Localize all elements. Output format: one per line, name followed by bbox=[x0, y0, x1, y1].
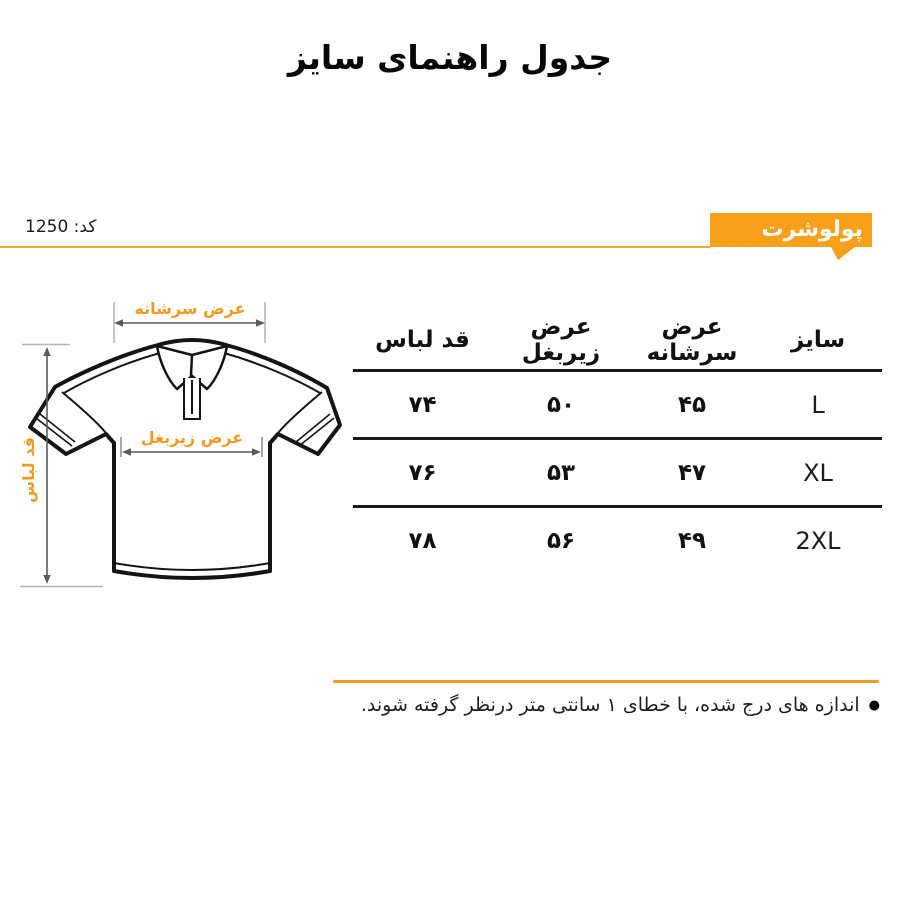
length-value: ۷۸ bbox=[408, 527, 437, 554]
length-value: ۷۴ bbox=[408, 391, 437, 418]
note-text: اندازه های درج شده، با خطای ۱ سانتی متر درنظر گرفته شوند. bbox=[360, 694, 860, 716]
header-underarm-width: عرض زیربغل bbox=[521, 314, 601, 366]
page-title: جدول راهنمای سایز bbox=[287, 38, 613, 77]
shoulder-value: ۴۷ bbox=[677, 459, 707, 486]
underarm-width-label: عرض زیربغل bbox=[140, 428, 244, 447]
shoulder-width-annotation bbox=[114, 299, 265, 343]
underarm-width-annotation bbox=[121, 428, 262, 457]
garment-length-label: قد لباس bbox=[19, 437, 38, 503]
size-value: 2XL bbox=[795, 526, 841, 555]
measurement-note bbox=[361, 694, 880, 716]
size-table-header bbox=[353, 311, 882, 372]
header-size: سایز bbox=[790, 327, 846, 353]
product-banner bbox=[710, 213, 872, 247]
table-row bbox=[353, 372, 882, 440]
header-shoulder-width: عرض سرشانه bbox=[646, 314, 738, 366]
size-table bbox=[353, 311, 882, 573]
polo-shirt-diagram bbox=[10, 285, 355, 625]
shoulder-value: ۴۹ bbox=[677, 527, 707, 554]
bullet-icon: ● bbox=[868, 697, 880, 713]
banner-divider-line bbox=[0, 246, 710, 248]
header-garment-length: قد لباس bbox=[375, 327, 470, 353]
note-divider-line bbox=[333, 680, 879, 683]
table-row bbox=[353, 508, 882, 573]
polo-shirt-drawing bbox=[30, 340, 340, 578]
table-row bbox=[353, 440, 882, 508]
underarm-value: ۵۰ bbox=[546, 391, 576, 418]
underarm-value: ۵۳ bbox=[546, 459, 576, 486]
banner-tail bbox=[831, 247, 855, 260]
product-name: پولوشرت bbox=[761, 217, 863, 242]
size-value: L bbox=[811, 390, 825, 419]
product-code: کد: 1250 bbox=[25, 217, 97, 237]
length-value: ۷۶ bbox=[408, 459, 437, 486]
size-value: XL bbox=[803, 458, 833, 487]
shoulder-value: ۴۵ bbox=[677, 391, 707, 418]
shoulder-width-label: عرض سرشانه bbox=[134, 299, 246, 318]
underarm-value: ۵۶ bbox=[546, 527, 576, 554]
